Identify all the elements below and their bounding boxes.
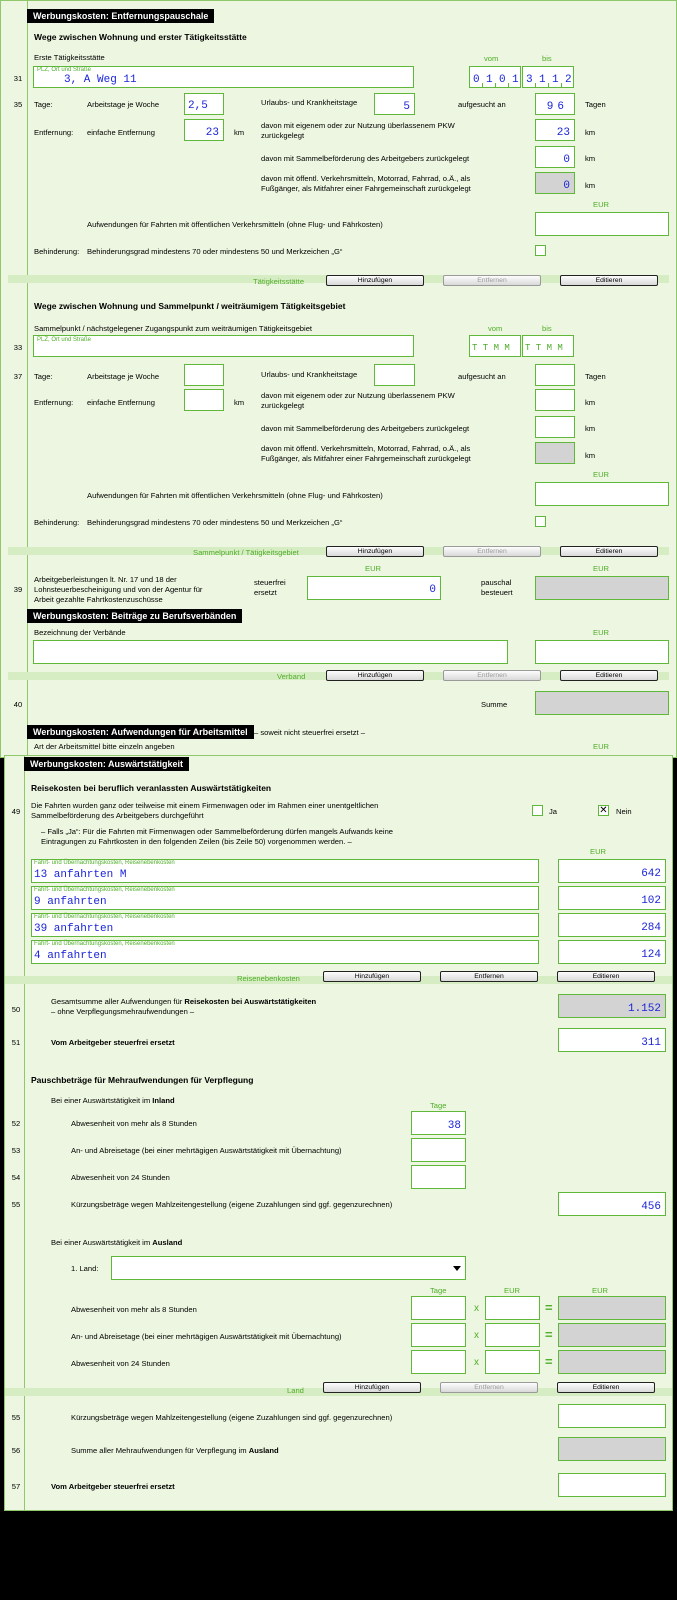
date-bis-d2: 1 bbox=[539, 74, 546, 86]
ja-label: Ja bbox=[549, 807, 558, 816]
kuerzung-value: 456 bbox=[641, 1201, 661, 1213]
reisekosten-desc-1: 13 anfahrten M bbox=[34, 869, 127, 881]
oeffentliche-field bbox=[535, 172, 575, 194]
date-vom-d3: 0 bbox=[499, 74, 506, 86]
einfache-entfernung-label: einfache Entfernung bbox=[87, 128, 155, 137]
ausland-h24-eur[interactable] bbox=[485, 1350, 540, 1374]
ausland-mehr8-tage[interactable] bbox=[411, 1296, 466, 1320]
edit-button[interactable]: Editieren bbox=[560, 546, 658, 557]
tage-col-label: Tage bbox=[430, 1101, 447, 1110]
reisekosten-amount-3: 284 bbox=[641, 922, 661, 934]
reisekosten-amount-2: 102 bbox=[641, 895, 661, 907]
inland-text: Bei einer Auswärtstätigkeit im bbox=[51, 1096, 153, 1105]
sammelpunkt-address-field[interactable] bbox=[33, 335, 414, 357]
date-vom-field[interactable] bbox=[469, 66, 521, 88]
eur-label: EUR bbox=[593, 564, 610, 573]
times-sign: x bbox=[474, 1330, 479, 1341]
aufgesucht-value: 96 bbox=[546, 101, 568, 113]
ausland-h24-tage[interactable] bbox=[411, 1350, 466, 1374]
line-number-39: 39 bbox=[13, 585, 23, 594]
section-header-berufsverbaende: Werbungskosten: Beiträge zu Berufsverbänden bbox=[27, 609, 242, 623]
entfernung-label: Entfernung: bbox=[34, 398, 74, 407]
subheading-sammelpunkt: Wege zwischen Wohnung und Sammelpunkt / weiträumigem Tätigkeitsgebiet bbox=[34, 301, 346, 311]
steuerfrei-field[interactable] bbox=[307, 576, 441, 600]
pkw-field[interactable] bbox=[535, 119, 575, 141]
arbeitstage-field-2[interactable] bbox=[184, 364, 224, 386]
remove-button[interactable]: Entfernen bbox=[440, 1382, 538, 1393]
nein-checkbox[interactable]: ✕ bbox=[599, 805, 608, 816]
reisekosten-amount-field-4[interactable] bbox=[558, 940, 666, 964]
date-vom-d2: 1 bbox=[486, 74, 493, 86]
km-label: km bbox=[234, 398, 245, 407]
ausland-text: Bei einer Auswärtstätigkeit im bbox=[51, 1238, 153, 1247]
tage-label: Tage: bbox=[34, 100, 53, 109]
taetigkeitsstaette-band-label: Tätigkeitsstätte bbox=[253, 277, 305, 286]
line-number-51: 51 bbox=[11, 1038, 21, 1047]
pkw-label: davon mit eigenem oder zur Nutzung überlassenem PKW zurückgelegt bbox=[261, 121, 455, 140]
add-button[interactable]: Hinzufügen bbox=[323, 1382, 421, 1393]
urlaub-field[interactable] bbox=[374, 93, 415, 115]
km-label: km bbox=[585, 128, 596, 137]
anab-field[interactable] bbox=[411, 1138, 466, 1162]
verband-band-label: Verband bbox=[277, 672, 306, 681]
add-button[interactable]: Hinzufügen bbox=[323, 971, 421, 982]
gesamtsumme-text: Gesamtsumme aller Aufwendungen für bbox=[51, 997, 185, 1006]
pkw-label: davon mit eigenem oder zur Nutzung überlassenem PKW zurückgelegt bbox=[261, 391, 455, 410]
urlaub-value: 5 bbox=[403, 101, 410, 113]
vom-label: vom bbox=[488, 324, 503, 333]
mehr8-label: Abwesenheit von mehr als 8 Stunden bbox=[71, 1119, 197, 1128]
eur-col-label: EUR bbox=[504, 1286, 521, 1295]
ja-checkbox[interactable] bbox=[532, 805, 543, 816]
urlaub-field-2[interactable] bbox=[374, 364, 415, 386]
mehr8-field[interactable] bbox=[411, 1111, 466, 1135]
km-label: km bbox=[585, 181, 596, 190]
sammelbefoerderung-field[interactable] bbox=[535, 146, 575, 168]
tagen-label: Tagen bbox=[585, 100, 606, 109]
kuerzung-field[interactable] bbox=[558, 1192, 666, 1216]
aufgesucht-field-2[interactable] bbox=[535, 364, 575, 386]
oeffentliche-field-2 bbox=[535, 442, 575, 464]
summe-ausland-bold: Ausland bbox=[248, 1446, 279, 1455]
reisenebenkosten-band-label: Reisenebenkosten bbox=[237, 974, 300, 983]
edit-button[interactable]: Editieren bbox=[557, 971, 655, 982]
ausland-anab-tage[interactable] bbox=[411, 1323, 466, 1347]
line-number-40: 40 bbox=[13, 700, 23, 709]
vom-label: vom bbox=[484, 54, 499, 63]
address-value: 3, A Weg 11 bbox=[64, 74, 137, 86]
nein-label: Nein bbox=[616, 807, 632, 816]
km-label: km bbox=[585, 398, 596, 407]
line-number-53: 53 bbox=[11, 1146, 21, 1155]
row-hint: Fahrt- und Übernachtungskosten, Reisenebenkosten bbox=[34, 914, 175, 920]
arbeitstage-label: Arbeitstage je Woche bbox=[87, 100, 160, 109]
urlaub-label: Urlaubs- und Krankheitstage bbox=[261, 370, 358, 379]
line-number-54: 54 bbox=[11, 1173, 21, 1182]
line-number-57: 57 bbox=[11, 1482, 21, 1491]
pauschal-field bbox=[535, 576, 669, 600]
pkw-field-2[interactable] bbox=[535, 389, 575, 411]
pkw-value: 23 bbox=[556, 127, 570, 139]
ausland-label bbox=[51, 1238, 182, 1248]
line-number-37: 37 bbox=[13, 372, 23, 381]
subheading-erste-taetigkeitsstaette: Wege zwischen Wohnung und erster Tätigkeitsstätte bbox=[34, 32, 247, 42]
verbaende-label: Bezeichnung der Verbände bbox=[34, 628, 126, 637]
date-bis-d3: 1 bbox=[552, 74, 559, 86]
km-label: km bbox=[234, 128, 245, 137]
km-label: km bbox=[585, 424, 596, 433]
ausland-kuerzung-field[interactable] bbox=[558, 1404, 666, 1428]
eur-col-label: EUR bbox=[592, 1286, 609, 1295]
gesamtsumme-label bbox=[51, 997, 316, 1007]
date-vom-d1: 0 bbox=[473, 74, 480, 86]
sammelpunkt-label: Sammelpunkt / nächstgelegener Zugangspunkt zum weiträumigen Tätigkeitsgebiet bbox=[34, 324, 313, 333]
reisekosten-amount-field-3[interactable] bbox=[558, 913, 666, 937]
mehr8-value: 38 bbox=[447, 1120, 461, 1132]
address-hint: PLZ, Ort und Straße bbox=[37, 67, 92, 73]
equals-sign: = bbox=[545, 1327, 553, 1342]
einfache-entfernung-value: 23 bbox=[205, 127, 219, 139]
remove-button[interactable]: Entfernen bbox=[443, 670, 541, 681]
bis-label: bis bbox=[542, 324, 552, 333]
tagen-label: Tagen bbox=[585, 372, 606, 381]
date-bis-d4: 2 bbox=[565, 74, 572, 86]
ausland-anab-eur[interactable] bbox=[485, 1323, 540, 1347]
edit-button[interactable]: Editieren bbox=[560, 275, 658, 286]
aufwendungen-oeffentliche-label: Aufwendungen für Fahrten mit öffentlichen Verkehrsmitteln (ohne Flug- und Fährkosten) bbox=[87, 220, 383, 229]
land-label: 1. Land: bbox=[71, 1264, 99, 1273]
ag-ersetzt-label: Vom Arbeitgeber steuerfrei ersetzt bbox=[51, 1482, 175, 1491]
gesamtsumme-field bbox=[558, 994, 666, 1018]
subheading-reisekosten: Reisekosten bei beruflich veranlassten Auswärtstätigkeiten bbox=[31, 783, 272, 793]
summe-label: Summe bbox=[481, 700, 508, 709]
row-hint: Fahrt- und Übernachtungskosten, Reisenebenkosten bbox=[34, 941, 175, 947]
section-header-entfernungspauschale: Werbungskosten: Entfernungspauschale bbox=[27, 9, 214, 23]
date-bis-field[interactable] bbox=[522, 66, 574, 88]
ag-ersetzt-field[interactable] bbox=[558, 1473, 666, 1497]
arbeitgeberleistungen-label: Arbeitgeberleistungen lt. Nr. 17 und 18 der Lohnsteuerbescheinigung und von der Agentur für Arbeit gezahlte Fahrtkostenzuschüsse bbox=[34, 575, 203, 604]
ausland-h24-result bbox=[558, 1350, 666, 1374]
reisekosten-desc-field-1[interactable] bbox=[31, 859, 539, 883]
aufgesucht-label: aufgesucht an bbox=[458, 100, 506, 109]
eur-label: EUR bbox=[590, 847, 607, 856]
oeffentliche-label: davon mit öffentl. Verkehrsmitteln, Motorrad, Fahrrad, o.Ä., als Fußgänger, als Mitfahrer einer Fahrgemeinschaft zurückgelegt bbox=[261, 174, 471, 193]
line-number-33: 33 bbox=[13, 343, 23, 352]
land-select[interactable] bbox=[111, 1256, 466, 1280]
aufgesucht-label: aufgesucht an bbox=[458, 372, 506, 381]
ag-erstattet-label: Vom Arbeitgeber steuerfrei ersetzt bbox=[51, 1038, 175, 1047]
behinderung-text: Behinderungsgrad mindestens 70 oder mindestens 50 und Merkzeichen „G“ bbox=[87, 518, 343, 527]
ausland-anab-result bbox=[558, 1323, 666, 1347]
aufgesucht-field[interactable] bbox=[535, 93, 575, 115]
date-hint-bis: T T M M bbox=[525, 343, 563, 353]
behinderung-checkbox[interactable] bbox=[535, 245, 546, 256]
tage-label: Tage: bbox=[34, 372, 53, 381]
address-hint: PLZ, Ort und Straße bbox=[37, 337, 92, 343]
oeffentliche-label: davon mit öffentl. Verkehrsmitteln, Motorrad, Fahrrad, o.Ä., als Fußgänger, als Mitfahrer einer Fahrgemeinschaft zurückgelegt bbox=[261, 444, 471, 463]
line-number-31: 31 bbox=[13, 74, 23, 83]
inland-bold: Inland bbox=[152, 1096, 175, 1105]
einfache-entfernung-label: einfache Entfernung bbox=[87, 398, 155, 407]
land-band-label: Land bbox=[287, 1386, 304, 1395]
kuerzung-label: Kürzungsbeträge wegen Mahlzeitengestellung (eigene Zuzahlungen sind ggf. gegenzurechnen) bbox=[71, 1413, 393, 1422]
date-bis-d1: 3 bbox=[526, 74, 533, 86]
add-button[interactable]: Hinzufügen bbox=[326, 546, 424, 557]
arbeitsmittel-suffix: – soweit nicht steuerfrei ersetzt – bbox=[254, 728, 366, 737]
pauschal-label: pauschal besteuert bbox=[481, 578, 513, 597]
equals-sign: = bbox=[545, 1354, 553, 1369]
sammelpunkt-band-label: Sammelpunkt / Tätigkeitsgebiet bbox=[193, 548, 299, 557]
behinderung-label: Behinderung: bbox=[34, 518, 80, 527]
verbaende-amount-field[interactable] bbox=[535, 640, 669, 664]
oeffentliche-value: 0 bbox=[563, 180, 570, 192]
remove-button[interactable]: Entfernen bbox=[443, 275, 541, 286]
h24-field[interactable] bbox=[411, 1165, 466, 1189]
ausland-bold: Ausland bbox=[152, 1238, 183, 1247]
reisekosten-desc-4: 4 anfahrten bbox=[34, 950, 107, 962]
section-header-auswaertstaetigkeit: Werbungskosten: Auswärtstätigkeit bbox=[24, 757, 189, 771]
line-number-55b: 55 bbox=[11, 1413, 21, 1422]
einfache-entfernung-field[interactable] bbox=[184, 119, 224, 141]
verbaende-name-field[interactable] bbox=[33, 640, 508, 664]
sammel-date-vom-field[interactable] bbox=[469, 335, 521, 357]
reisekosten-amount-field-2[interactable] bbox=[558, 886, 666, 910]
reisekosten-desc-field-4[interactable] bbox=[31, 940, 539, 964]
add-button[interactable]: Hinzufügen bbox=[326, 670, 424, 681]
equals-sign: = bbox=[545, 1300, 553, 1315]
reisekosten-desc-2: 9 anfahrten bbox=[34, 896, 107, 908]
reisekosten-amount-field-1[interactable] bbox=[558, 859, 666, 883]
firmenwagen-note: – Falls „Ja“: Für die Fahrten mit Firmenwagen oder Sammelbeförderung dürfen mangels Aufwands keine Eintragungen zu Fahrtkosten in den folgenden Zeilen (bis Zeile 50) vorgenommen werden. – bbox=[41, 827, 394, 846]
aufwendungen-oeffentliche-field[interactable] bbox=[535, 212, 669, 236]
ag-erstattet-field[interactable] bbox=[558, 1028, 666, 1052]
address-field[interactable] bbox=[33, 66, 414, 88]
eur-label: EUR bbox=[593, 200, 610, 209]
ausland-mehr8-eur[interactable] bbox=[485, 1296, 540, 1320]
row-hint: Fahrt- und Übernachtungskosten, Reisenebenkosten bbox=[34, 887, 175, 893]
sammelbefoerderung-label: davon mit Sammelbeförderung des Arbeitgebers zurückgelegt bbox=[261, 154, 470, 163]
reisekosten-desc-field-3[interactable] bbox=[31, 913, 539, 937]
edit-button[interactable]: Editieren bbox=[557, 1382, 655, 1393]
eur-label: EUR bbox=[593, 628, 610, 637]
tage-col-label: Tage bbox=[430, 1286, 447, 1295]
summe-ausland-label bbox=[71, 1446, 279, 1456]
sammel-date-bis-field[interactable] bbox=[522, 335, 574, 357]
inland-label bbox=[51, 1096, 175, 1106]
h24-label: Abwesenheit von 24 Stunden bbox=[71, 1173, 170, 1182]
gesamtsumme-note: – ohne Verpflegungsmehraufwendungen – bbox=[51, 1007, 195, 1016]
eur-label: EUR bbox=[365, 564, 382, 573]
line-number-56: 56 bbox=[11, 1446, 21, 1455]
summe-ausland-text: Summe aller Mehraufwendungen für Verpflegung im bbox=[71, 1446, 249, 1455]
anab-label: An- und Abreisetage (bei einer mehrtägigen Auswärtstätigkeit mit Übernachtung) bbox=[71, 1146, 342, 1155]
line-number-49: 49 bbox=[11, 807, 21, 816]
sammelbefoerderung-label: davon mit Sammelbeförderung des Arbeitgebers zurückgelegt bbox=[261, 424, 470, 433]
firmenwagen-question: Die Fahrten wurden ganz oder teilweise mit einem Firmenwagen oder im Rahmen einer unentgeltlichen Sammelbeförderung des Arbeitgebers durchgeführt bbox=[31, 801, 379, 820]
erste-taetigkeitsstaette-label: Erste Tätigkeitsstätte bbox=[34, 53, 105, 62]
gesamtsumme-value: 1.152 bbox=[627, 1003, 661, 1015]
behinderung-label: Behinderung: bbox=[34, 247, 80, 256]
arbeitsmittel-label: Art der Arbeitsmittel bitte einzeln angeben bbox=[34, 742, 175, 751]
chevron-down-icon bbox=[453, 1266, 461, 1271]
steuerfrei-value: 0 bbox=[429, 584, 436, 596]
behinderung-checkbox-2[interactable] bbox=[535, 516, 546, 527]
line-number-52: 52 bbox=[11, 1119, 21, 1128]
row-hint: Fahrt- und Übernachtungskosten, Reisenebenkosten bbox=[34, 860, 175, 866]
remove-button[interactable]: Entfernen bbox=[443, 546, 541, 557]
km-label: km bbox=[585, 154, 596, 163]
einfache-entfernung-field-2[interactable] bbox=[184, 389, 224, 411]
aufwendungen-oeffentliche-label: Aufwendungen für Fahrten mit öffentlichen Verkehrsmitteln (ohne Flug- und Fährkosten) bbox=[87, 491, 383, 500]
arbeitstage-label: Arbeitstage je Woche bbox=[87, 372, 160, 381]
km-label: km bbox=[585, 451, 596, 460]
ausland-mehr8-result bbox=[558, 1296, 666, 1320]
line-number-55: 55 bbox=[11, 1200, 21, 1209]
aufwendungen-oeffentliche-field-2[interactable] bbox=[535, 482, 669, 506]
times-sign: x bbox=[474, 1303, 479, 1314]
anab-label: An- und Abreisetage (bei einer mehrtägigen Auswärtstätigkeit mit Übernachtung) bbox=[71, 1332, 342, 1341]
h24-label: Abwesenheit von 24 Stunden bbox=[71, 1359, 170, 1368]
urlaub-label: Urlaubs- und Krankheitstage bbox=[261, 98, 358, 107]
eur-label: EUR bbox=[593, 742, 610, 751]
line-number-50: 50 bbox=[11, 1005, 21, 1014]
entfernung-label: Entfernung: bbox=[34, 128, 74, 137]
reisekosten-amount-4: 124 bbox=[641, 949, 661, 961]
edit-button[interactable]: Editieren bbox=[560, 670, 658, 681]
reisekosten-desc-3: 39 anfahrten bbox=[34, 923, 114, 935]
arbeitstage-field[interactable] bbox=[184, 93, 224, 115]
reisekosten-desc-field-2[interactable] bbox=[31, 886, 539, 910]
mehr8-label: Abwesenheit von mehr als 8 Stunden bbox=[71, 1305, 197, 1314]
behinderung-text: Behinderungsgrad mindestens 70 oder mindestens 50 und Merkzeichen „G“ bbox=[87, 247, 343, 256]
remove-button[interactable]: Entfernen bbox=[440, 971, 538, 982]
section-header-arbeitsmittel: Werbungskosten: Aufwendungen für Arbeitsmittel bbox=[27, 725, 254, 739]
eur-label: EUR bbox=[593, 470, 610, 479]
kuerzung-label: Kürzungsbeträge wegen Mahlzeitengestellung (eigene Zuzahlungen sind ggf. gegenzurechnen) bbox=[71, 1200, 393, 1209]
margin-line bbox=[24, 755, 25, 1511]
summe-field bbox=[535, 691, 669, 715]
times-sign: x bbox=[474, 1357, 479, 1368]
reisekosten-amount-1: 642 bbox=[641, 868, 661, 880]
bis-label: bis bbox=[542, 54, 552, 63]
sammelbefoerderung-value: 0 bbox=[563, 154, 570, 166]
steuerfrei-label: steuerfrei ersetzt bbox=[254, 578, 286, 597]
summe-ausland-field bbox=[558, 1437, 666, 1461]
add-button[interactable]: Hinzufügen bbox=[326, 275, 424, 286]
gesamtsumme-bold: Reisekosten bei Auswärtstätigkeiten bbox=[184, 997, 317, 1006]
sammelbefoerderung-field-2[interactable] bbox=[535, 416, 575, 438]
line-number-35: 35 bbox=[13, 100, 23, 109]
date-vom-d4: 1 bbox=[512, 74, 519, 86]
ag-erstattet-value: 311 bbox=[641, 1037, 661, 1049]
arbeitstage-value: 2,5 bbox=[188, 100, 208, 112]
date-hint-vom: T T M M bbox=[472, 343, 510, 353]
subheading-verpflegung: Pauschbeträge für Mehraufwendungen für Verpflegung bbox=[31, 1075, 254, 1085]
